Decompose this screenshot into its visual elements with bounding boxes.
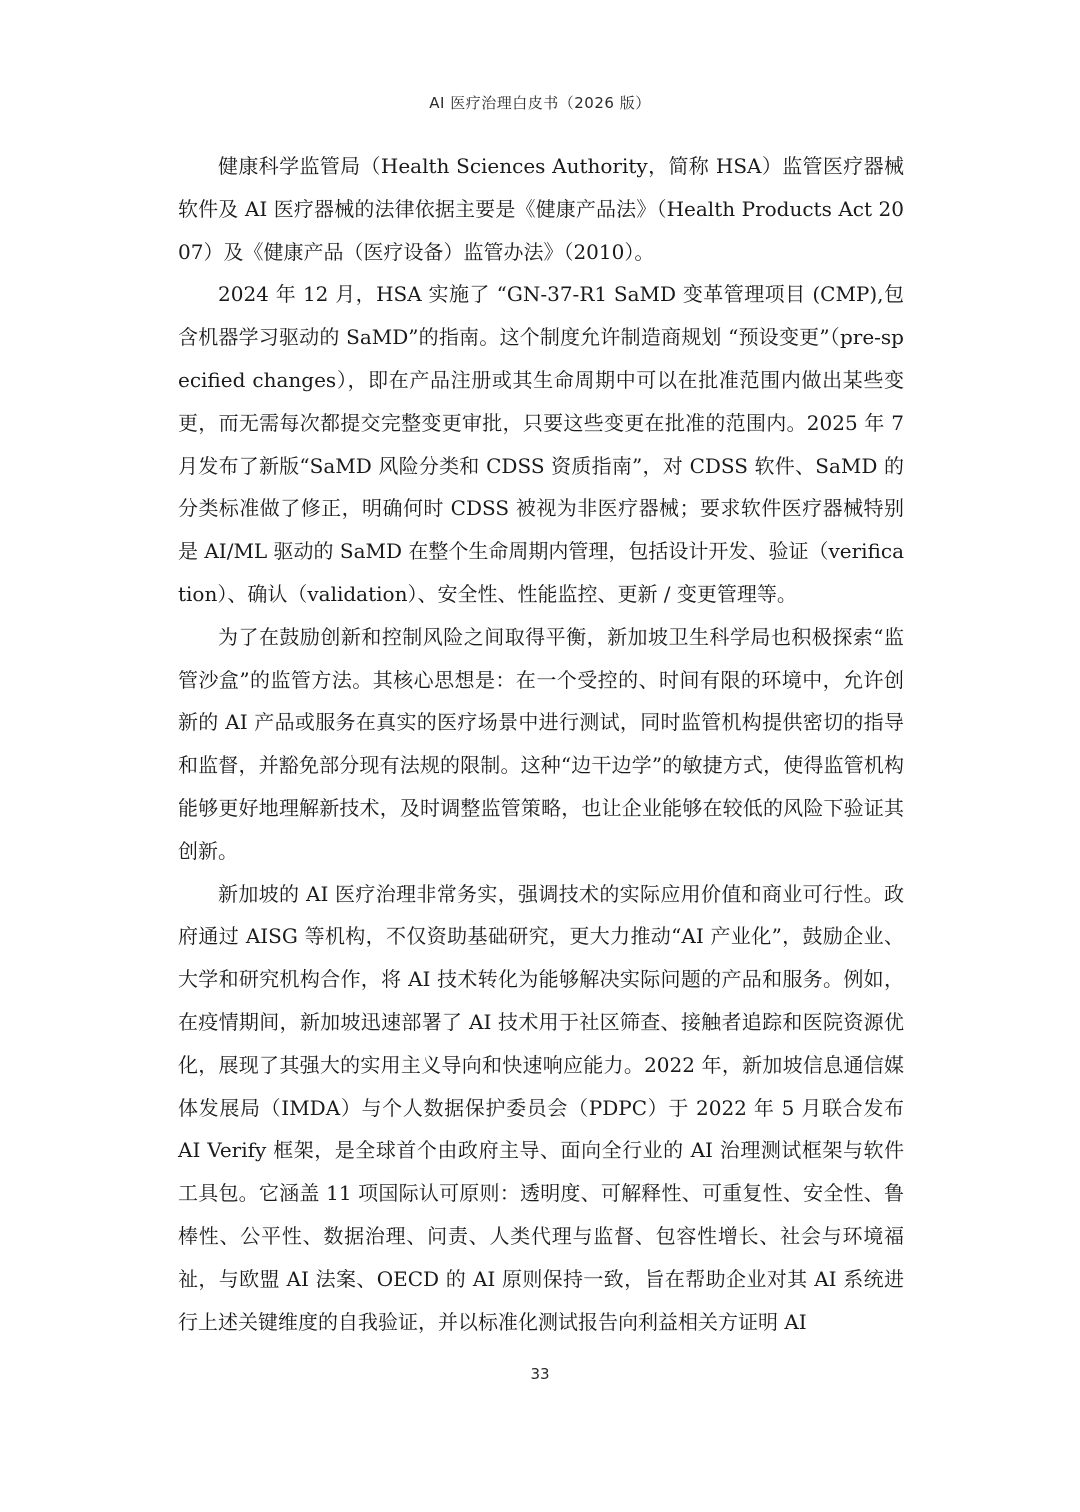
page-number: 33	[530, 1365, 550, 1383]
paragraph-samd-change-management: 2024 年 12 月，HSA 实施了 “GN-37-R1 SaMD 变革管理项目 (CMP),包含机器学习驱动的 SaMD”的指南。这个制度允许制造商规划 “预设变更”（pre-specified changes），即在产品注册或其生命周期中可以在批准范围内做出某些变更，而无需每次都提交完整变更审批，只要这些变更在批准的范围内。2025 年 7 月发布了新版“SaMD 风险分类和 CDSS 资质指南”，对 CDSS 软件、SaMD 的分类标准做了修正，明确何时 CDSS 被视为非医疗器械；要求软件医疗器械特别是 AI/ML 驱动的 SaMD 在整个生命周期内管理，包括设计开发、验证（verification）、确认（validation）、安全性、性能监控、更新 / 变更管理等。	[178, 282, 904, 606]
page-header-title: AI 医疗治理白皮书（2026 版）	[429, 94, 651, 112]
paragraph-ai-verify-framework: 新加坡的 AI 医疗治理非常务实，强调技术的实际应用价值和商业可行性。政府通过 AISG 等机构，不仅资助基础研究，更大力推动“AI 产业化”，鼓励企业、大学和研究机构合作，将 AI 技术转化为能够解决实际问题的产品和服务。例如，在疫情期间，新加坡迅速部署了 AI 技术用于社区筛查、接触者追踪和医院资源优化，展现了其强大的实用主义导向和快速响应能力。2022 年，新加坡信息通信媒体发展局（IMDA）与个人数据保护委员会（PDPC）于 2022 年 5 月联合发布 AI Verify 框架，是全球首个由政府主导、面向全行业的 AI 治理测试框架与软件工具包。它涵盖 11 项国际认可原则：透明度、可解释性、可重复性、安全性、鲁棒性、公平性、数据治理、问责、人类代理与监督、包容性增长、社会与环境福祉，与欧盟 AI 法案、OECD 的 AI 原则保持一致，旨在帮助企业对其 AI 系统进行上述关键维度的自我验证，并以标准化测试报告向利益相关方证明 AI	[178, 881, 904, 1334]
paragraph-regulatory-sandbox: 为了在鼓励创新和控制风险之间取得平衡，新加坡卫生科学局也积极探索“监管沙盒”的监管方法。其核心思想是：在一个受控的、时间有限的环境中，允许创新的 AI 产品或服务在真实的医疗场景中进行测试，同时监管机构提供密切的指导和监督，并豁免部分现有法规的限制。这种“边干边学”的敏捷方式，使得监管机构能够更好地理解新技术，及时调整监管策略，也让企业能够在较低的风险下验证其创新。	[178, 624, 904, 863]
document-body	[178, 145, 904, 1343]
paragraph-hsa-legal-basis: 健康科学监管局（Health Sciences Authority，简称 HSA）监管医疗器械软件及 AI 医疗器械的法律依据主要是《健康产品法》（Health Products Act 2007）及《健康产品（医疗设备）监管办法》（2010）。	[178, 154, 904, 264]
